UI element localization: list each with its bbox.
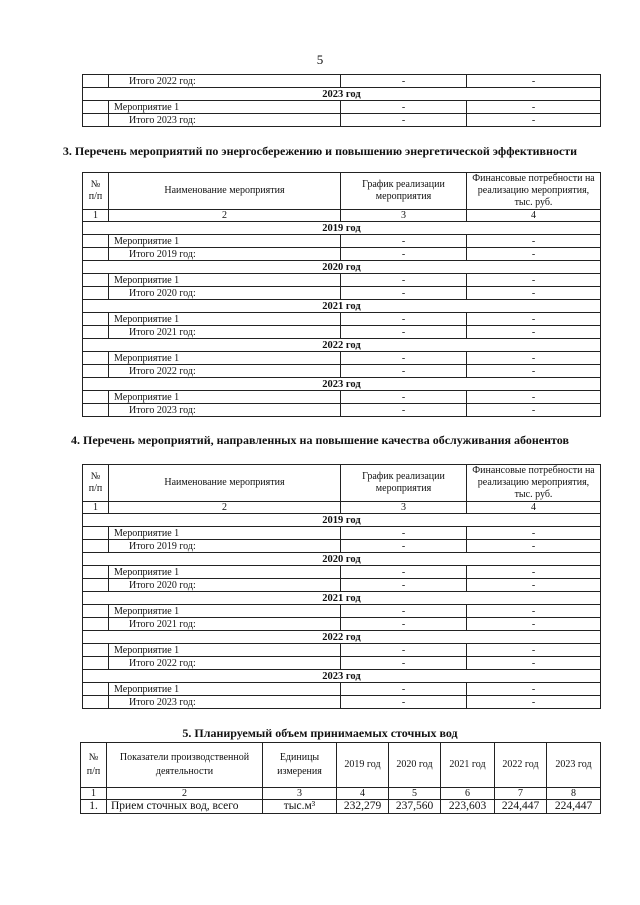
section-4-table-body <box>83 465 601 709</box>
year-label: 2020 год <box>83 553 601 566</box>
header-year: 2019 год <box>337 743 389 788</box>
table-row <box>83 101 601 114</box>
header-num: № п/п <box>83 173 109 210</box>
row-finance: - <box>467 683 601 696</box>
column-number: 4 <box>337 788 389 800</box>
row-num <box>83 287 109 300</box>
row-num <box>83 235 109 248</box>
table-row <box>83 235 601 248</box>
header-finance: Финансовые потребности на реализацию мероприятия, тыс. руб. <box>467 465 601 502</box>
header-schedule: График реализации мероприятия <box>341 173 467 210</box>
section-3-table <box>82 172 601 417</box>
table-row <box>83 579 601 592</box>
table-header-row <box>81 743 601 788</box>
year-label: 2020 год <box>83 261 601 274</box>
row-schedule: - <box>341 618 467 631</box>
table-row <box>81 800 601 814</box>
row-value: 232,279 <box>337 800 389 814</box>
row-finance: - <box>467 365 601 378</box>
section-4-table <box>82 464 601 709</box>
row-finance: - <box>467 566 601 579</box>
table-row <box>83 657 601 670</box>
row-schedule: - <box>341 352 467 365</box>
row-finance: - <box>467 326 601 339</box>
row-finance: - <box>467 248 601 261</box>
row-num <box>83 644 109 657</box>
row-label: Мероприятие 1 <box>109 605 341 618</box>
row-label: Итого 2023 год: <box>109 114 341 127</box>
row-finance: - <box>467 527 601 540</box>
section-5-title: 5. Планируемый объем принимаемых сточных вод <box>182 726 458 740</box>
year-label: 2019 год <box>83 222 601 235</box>
row-finance: - <box>467 644 601 657</box>
row-value: 223,603 <box>441 800 495 814</box>
row-num <box>83 365 109 378</box>
year-label: 2022 год <box>83 339 601 352</box>
column-number: 2 <box>109 210 341 222</box>
row-finance: - <box>467 114 601 127</box>
table-row <box>83 540 601 553</box>
row-label: Итого 2021 год: <box>109 618 341 631</box>
row-schedule: - <box>341 313 467 326</box>
row-label: Итого 2022 год: <box>109 365 341 378</box>
header-num: № п/п <box>83 465 109 502</box>
row-finance: - <box>467 274 601 287</box>
row-schedule: - <box>341 404 467 417</box>
row-num <box>83 527 109 540</box>
table-row <box>83 696 601 709</box>
table-header-row <box>83 173 601 210</box>
year-row <box>83 631 601 644</box>
column-number: 7 <box>495 788 547 800</box>
year-row <box>83 261 601 274</box>
column-number: 4 <box>467 210 601 222</box>
row-label: Мероприятие 1 <box>109 352 341 365</box>
year-label: 2023 год <box>83 378 601 391</box>
row-schedule: - <box>341 696 467 709</box>
row-label: Мероприятие 1 <box>109 683 341 696</box>
row-schedule: - <box>341 540 467 553</box>
table-row <box>83 352 601 365</box>
header-year: 2020 год <box>389 743 441 788</box>
header-indicator: Показатели производственной деятельности <box>107 743 263 788</box>
continuation-table-body <box>83 75 601 127</box>
row-finance: - <box>467 696 601 709</box>
header-num: № п/п <box>81 743 107 788</box>
row-schedule: - <box>341 75 467 88</box>
column-number: 1 <box>81 788 107 800</box>
table-row <box>83 404 601 417</box>
row-num <box>83 326 109 339</box>
row-num <box>83 696 109 709</box>
year-row <box>83 88 601 101</box>
row-num <box>83 274 109 287</box>
row-label: Итого 2022 год: <box>109 657 341 670</box>
table-row <box>83 274 601 287</box>
row-finance: - <box>467 391 601 404</box>
row-finance: - <box>467 657 601 670</box>
row-num <box>83 566 109 579</box>
row-schedule: - <box>341 579 467 592</box>
row-value: 224,447 <box>547 800 601 814</box>
row-label: Итого 2023 год: <box>109 696 341 709</box>
row-schedule: - <box>341 566 467 579</box>
year-row <box>83 553 601 566</box>
row-num <box>83 313 109 326</box>
row-schedule: - <box>341 391 467 404</box>
column-number: 8 <box>547 788 601 800</box>
row-finance: - <box>467 75 601 88</box>
row-num <box>83 391 109 404</box>
header-year: 2023 год <box>547 743 601 788</box>
row-finance: - <box>467 605 601 618</box>
year-label: 2023 год <box>83 88 601 101</box>
table-row <box>83 75 601 88</box>
row-num: 1. <box>81 800 107 814</box>
row-unit: тыс.м³ <box>263 800 337 814</box>
column-number: 5 <box>389 788 441 800</box>
column-number-row <box>83 502 601 514</box>
row-schedule: - <box>341 287 467 300</box>
column-number: 3 <box>341 502 467 514</box>
header-name: Наименование мероприятия <box>109 173 341 210</box>
header-name: Наименование мероприятия <box>109 465 341 502</box>
row-num <box>83 248 109 261</box>
row-num <box>83 75 109 88</box>
row-label: Итого 2020 год: <box>109 287 341 300</box>
table-row <box>83 683 601 696</box>
year-row <box>83 592 601 605</box>
row-num <box>83 114 109 127</box>
header-schedule: График реализации мероприятия <box>341 465 467 502</box>
year-row <box>83 300 601 313</box>
column-number-row <box>81 788 601 800</box>
year-row <box>83 514 601 527</box>
year-row <box>83 339 601 352</box>
section-5-table <box>80 742 601 814</box>
row-num <box>83 404 109 417</box>
row-finance: - <box>467 235 601 248</box>
table-row <box>83 605 601 618</box>
row-finance: - <box>467 352 601 365</box>
year-row <box>83 378 601 391</box>
header-year: 2021 год <box>441 743 495 788</box>
row-schedule: - <box>341 365 467 378</box>
table-row <box>83 391 601 404</box>
row-schedule: - <box>341 657 467 670</box>
section-3-title: 3. Перечень мероприятий по энергосбережению и повышению энергетической эффективности <box>62 144 578 158</box>
column-number-row <box>83 210 601 222</box>
column-number: 3 <box>263 788 337 800</box>
column-number: 2 <box>109 502 341 514</box>
table-row <box>83 365 601 378</box>
row-label: Итого 2023 год: <box>109 404 341 417</box>
row-schedule: - <box>341 114 467 127</box>
row-schedule: - <box>341 644 467 657</box>
table-row <box>83 287 601 300</box>
row-label: Мероприятие 1 <box>109 644 341 657</box>
row-num <box>83 618 109 631</box>
header-year: 2022 год <box>495 743 547 788</box>
year-label: 2019 год <box>83 514 601 527</box>
row-schedule: - <box>341 274 467 287</box>
row-schedule: - <box>341 101 467 114</box>
year-label: 2021 год <box>83 300 601 313</box>
table-row <box>83 527 601 540</box>
row-num <box>83 540 109 553</box>
section-3-table-body <box>83 173 601 417</box>
table-row <box>83 248 601 261</box>
row-label: Итого 2021 год: <box>109 326 341 339</box>
table-header-row <box>83 465 601 502</box>
row-label: Мероприятие 1 <box>109 101 341 114</box>
column-number: 3 <box>341 210 467 222</box>
table-row <box>83 566 601 579</box>
column-number: 2 <box>107 788 263 800</box>
column-number: 6 <box>441 788 495 800</box>
row-schedule: - <box>341 527 467 540</box>
row-finance: - <box>467 618 601 631</box>
row-finance: - <box>467 287 601 300</box>
row-label: Мероприятие 1 <box>109 274 341 287</box>
year-row <box>83 222 601 235</box>
year-label: 2022 год <box>83 631 601 644</box>
row-num <box>83 657 109 670</box>
year-row <box>83 670 601 683</box>
row-num <box>83 605 109 618</box>
row-label: Мероприятие 1 <box>109 313 341 326</box>
page-number: 5 <box>316 52 324 67</box>
row-indicator: Прием сточных вод, всего <box>107 800 263 814</box>
row-label: Итого 2019 год: <box>109 248 341 261</box>
row-label: Мероприятие 1 <box>109 391 341 404</box>
row-schedule: - <box>341 235 467 248</box>
row-label: Итого 2022 год: <box>109 75 341 88</box>
row-num <box>83 101 109 114</box>
row-finance: - <box>467 579 601 592</box>
row-schedule: - <box>341 326 467 339</box>
row-schedule: - <box>341 683 467 696</box>
row-label: Мероприятие 1 <box>109 527 341 540</box>
row-value: 237,560 <box>389 800 441 814</box>
row-schedule: - <box>341 248 467 261</box>
year-label: 2021 год <box>83 592 601 605</box>
continuation-table <box>82 74 601 127</box>
row-schedule: - <box>341 605 467 618</box>
year-label: 2023 год <box>83 670 601 683</box>
row-value: 224,447 <box>495 800 547 814</box>
column-number: 4 <box>467 502 601 514</box>
row-num <box>83 683 109 696</box>
table-row <box>83 326 601 339</box>
row-num <box>83 352 109 365</box>
row-num <box>83 579 109 592</box>
row-finance: - <box>467 101 601 114</box>
row-finance: - <box>467 404 601 417</box>
row-label: Мероприятие 1 <box>109 566 341 579</box>
table-row <box>83 618 601 631</box>
table-row <box>83 313 601 326</box>
header-finance: Финансовые потребности на реализацию мероприятия, тыс. руб. <box>467 173 601 210</box>
table-row <box>83 644 601 657</box>
row-label: Итого 2020 год: <box>109 579 341 592</box>
header-units: Единицы измерения <box>263 743 337 788</box>
table-row <box>83 114 601 127</box>
row-finance: - <box>467 540 601 553</box>
row-finance: - <box>467 313 601 326</box>
column-number: 1 <box>83 502 109 514</box>
section-4-title: 4. Перечень мероприятий, направленных на повышение качества обслуживания абонентов <box>71 433 569 447</box>
row-label: Мероприятие 1 <box>109 235 341 248</box>
column-number: 1 <box>83 210 109 222</box>
row-label: Итого 2019 год: <box>109 540 341 553</box>
